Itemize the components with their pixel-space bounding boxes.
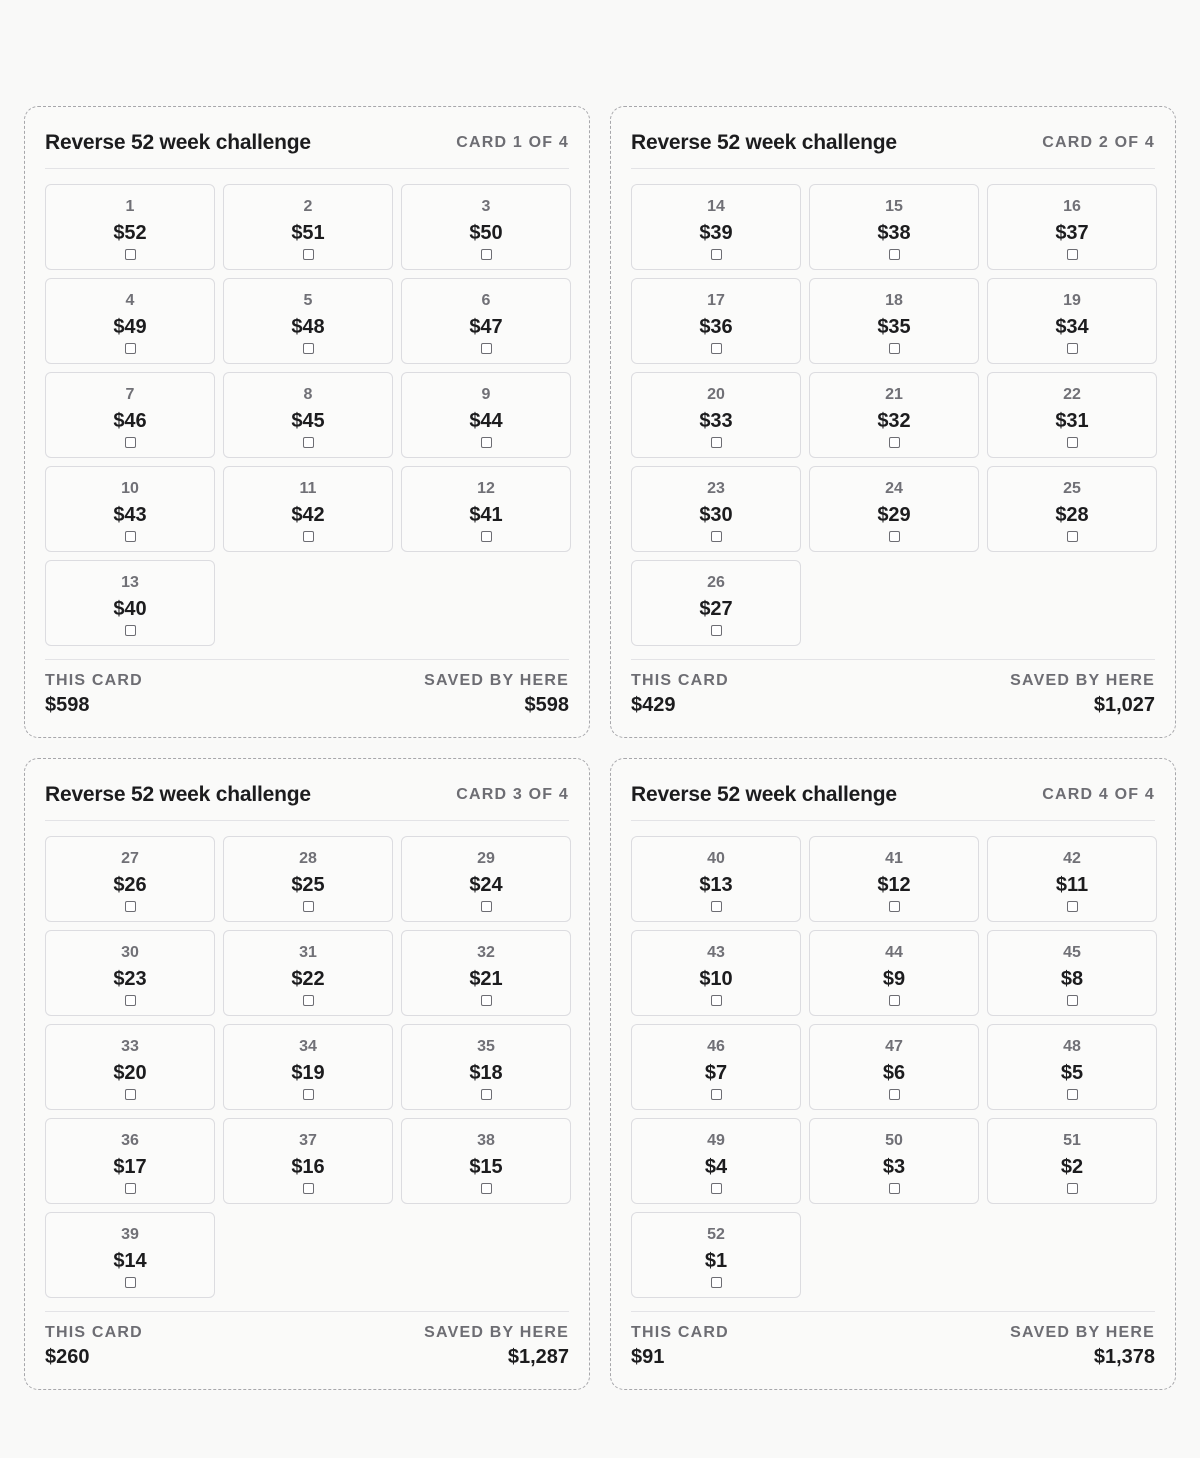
week-checkbox[interactable] bbox=[125, 249, 136, 260]
week-cell bbox=[223, 1024, 393, 1110]
week-amount: $23 bbox=[113, 968, 147, 990]
card-header bbox=[631, 759, 1155, 821]
week-amount: $1 bbox=[704, 1250, 728, 1272]
week-cell bbox=[631, 372, 801, 458]
week-cell bbox=[401, 184, 571, 270]
week-amount: $32 bbox=[877, 410, 911, 432]
week-number: 11 bbox=[299, 480, 317, 497]
week-cell bbox=[401, 1118, 571, 1204]
week-number: 13 bbox=[121, 574, 139, 591]
week-cell bbox=[631, 930, 801, 1016]
week-amount: $44 bbox=[469, 410, 503, 432]
week-cell bbox=[809, 184, 979, 270]
week-cell bbox=[809, 1024, 979, 1110]
week-amount: $39 bbox=[699, 222, 733, 244]
week-amount: $38 bbox=[877, 222, 911, 244]
week-checkbox[interactable] bbox=[889, 249, 900, 260]
week-cell bbox=[45, 278, 215, 364]
savings-card bbox=[24, 106, 590, 738]
week-grid bbox=[45, 184, 569, 646]
week-number: 52 bbox=[707, 1226, 725, 1243]
week-number: 33 bbox=[121, 1038, 139, 1055]
week-grid bbox=[631, 184, 1155, 646]
card-header bbox=[631, 107, 1155, 169]
week-checkbox[interactable] bbox=[125, 995, 136, 1006]
card-header bbox=[45, 759, 569, 821]
week-checkbox[interactable] bbox=[303, 437, 314, 448]
week-cell bbox=[45, 1212, 215, 1298]
week-checkbox[interactable] bbox=[125, 1277, 136, 1288]
saved-by-here-total bbox=[1010, 1324, 1155, 1369]
week-checkbox[interactable] bbox=[889, 995, 900, 1006]
week-number: 23 bbox=[707, 480, 725, 497]
week-checkbox[interactable] bbox=[711, 1089, 722, 1100]
week-amount: $40 bbox=[113, 598, 147, 620]
week-number: 38 bbox=[477, 1132, 495, 1149]
week-checkbox[interactable] bbox=[1067, 437, 1078, 448]
week-checkbox[interactable] bbox=[125, 1183, 136, 1194]
week-amount: $10 bbox=[699, 968, 733, 990]
week-number: 30 bbox=[121, 944, 139, 961]
week-amount: $2 bbox=[1060, 1156, 1084, 1178]
week-number: 45 bbox=[1063, 944, 1081, 961]
week-amount: $51 bbox=[291, 222, 325, 244]
week-number: 32 bbox=[477, 944, 495, 961]
week-checkbox[interactable] bbox=[481, 437, 492, 448]
week-amount: $50 bbox=[469, 222, 503, 244]
week-grid bbox=[631, 836, 1155, 1298]
week-cell bbox=[45, 466, 215, 552]
card-title: Reverse 52 week challenge bbox=[631, 130, 897, 154]
week-checkbox[interactable] bbox=[711, 625, 722, 636]
week-number: 6 bbox=[481, 292, 491, 309]
week-cell bbox=[631, 184, 801, 270]
saved-by-here-label: SAVED BY HERE bbox=[1010, 1324, 1155, 1341]
week-amount: $11 bbox=[1055, 874, 1089, 896]
week-amount: $47 bbox=[469, 316, 503, 338]
card-footer bbox=[631, 659, 1155, 717]
week-amount: $6 bbox=[882, 1062, 906, 1084]
this-card-total bbox=[45, 1324, 143, 1369]
week-checkbox[interactable] bbox=[303, 995, 314, 1006]
week-checkbox[interactable] bbox=[889, 343, 900, 354]
week-number: 28 bbox=[299, 850, 317, 867]
week-cell bbox=[809, 466, 979, 552]
week-number: 3 bbox=[481, 198, 491, 215]
week-amount: $43 bbox=[113, 504, 147, 526]
this-card-label: THIS CARD bbox=[45, 672, 143, 689]
card-header bbox=[45, 107, 569, 169]
week-cell bbox=[223, 466, 393, 552]
week-checkbox[interactable] bbox=[711, 995, 722, 1006]
week-amount: $19 bbox=[291, 1062, 325, 1084]
week-checkbox[interactable] bbox=[481, 995, 492, 1006]
week-checkbox[interactable] bbox=[889, 901, 900, 912]
this-card-total bbox=[631, 1324, 729, 1369]
week-amount: $48 bbox=[291, 316, 325, 338]
week-number: 27 bbox=[121, 850, 139, 867]
week-number: 24 bbox=[885, 480, 903, 497]
saved-by-here-total bbox=[1010, 672, 1155, 717]
week-checkbox[interactable] bbox=[481, 531, 492, 542]
week-checkbox[interactable] bbox=[303, 531, 314, 542]
week-number: 18 bbox=[885, 292, 903, 309]
card-footer bbox=[45, 659, 569, 717]
week-checkbox[interactable] bbox=[889, 531, 900, 542]
week-amount: $14 bbox=[113, 1250, 147, 1272]
week-number: 25 bbox=[1063, 480, 1081, 497]
week-checkbox[interactable] bbox=[1067, 1183, 1078, 1194]
week-amount: $29 bbox=[877, 504, 911, 526]
week-number: 16 bbox=[1063, 198, 1081, 215]
week-cell bbox=[631, 278, 801, 364]
week-checkbox[interactable] bbox=[1067, 343, 1078, 354]
week-number: 48 bbox=[1063, 1038, 1081, 1055]
week-cell bbox=[631, 560, 801, 646]
saved-by-here-value: $1,378 bbox=[1093, 1346, 1155, 1368]
card-footer bbox=[631, 1311, 1155, 1369]
card-counter: CARD 4 OF 4 bbox=[1042, 785, 1155, 803]
week-checkbox[interactable] bbox=[303, 901, 314, 912]
week-cell bbox=[45, 560, 215, 646]
week-cell bbox=[631, 1212, 801, 1298]
week-amount: $9 bbox=[882, 968, 906, 990]
week-number: 39 bbox=[121, 1226, 139, 1243]
week-checkbox[interactable] bbox=[889, 437, 900, 448]
week-number: 19 bbox=[1063, 292, 1081, 309]
week-amount: $3 bbox=[882, 1156, 906, 1178]
week-amount: $34 bbox=[1055, 316, 1089, 338]
week-amount: $30 bbox=[699, 504, 733, 526]
week-cell bbox=[987, 836, 1157, 922]
week-checkbox[interactable] bbox=[303, 343, 314, 354]
week-number: 36 bbox=[121, 1132, 139, 1149]
week-cell bbox=[987, 278, 1157, 364]
week-cell bbox=[987, 930, 1157, 1016]
saved-by-here-value: $598 bbox=[524, 694, 569, 716]
saved-by-here-total bbox=[424, 1324, 569, 1369]
week-number: 44 bbox=[885, 944, 903, 961]
saved-by-here-label: SAVED BY HERE bbox=[1010, 672, 1155, 689]
week-checkbox[interactable] bbox=[125, 437, 136, 448]
week-number: 5 bbox=[303, 292, 313, 309]
week-checkbox[interactable] bbox=[1067, 901, 1078, 912]
week-amount: $25 bbox=[291, 874, 325, 896]
saved-by-here-value: $1,287 bbox=[507, 1346, 569, 1368]
week-checkbox[interactable] bbox=[711, 531, 722, 542]
week-number: 8 bbox=[303, 386, 313, 403]
week-cell bbox=[401, 372, 571, 458]
week-cell bbox=[809, 372, 979, 458]
this-card-label: THIS CARD bbox=[631, 672, 729, 689]
week-checkbox[interactable] bbox=[125, 1089, 136, 1100]
week-checkbox[interactable] bbox=[1067, 531, 1078, 542]
week-number: 35 bbox=[477, 1038, 495, 1055]
week-cell bbox=[631, 466, 801, 552]
week-cell bbox=[45, 930, 215, 1016]
week-amount: $8 bbox=[1060, 968, 1084, 990]
week-number: 22 bbox=[1063, 386, 1081, 403]
week-number: 15 bbox=[885, 198, 903, 215]
this-card-value: $260 bbox=[45, 1346, 90, 1368]
week-cell bbox=[987, 184, 1157, 270]
this-card-label: THIS CARD bbox=[631, 1324, 729, 1341]
week-number: 10 bbox=[121, 480, 139, 497]
week-cell bbox=[223, 1118, 393, 1204]
week-cell bbox=[987, 466, 1157, 552]
week-number: 9 bbox=[481, 386, 491, 403]
week-checkbox[interactable] bbox=[1067, 995, 1078, 1006]
week-cell bbox=[401, 1024, 571, 1110]
card-title: Reverse 52 week challenge bbox=[45, 782, 311, 806]
week-checkbox[interactable] bbox=[711, 901, 722, 912]
week-cell bbox=[223, 184, 393, 270]
week-amount: $4 bbox=[704, 1156, 728, 1178]
week-amount: $20 bbox=[113, 1062, 147, 1084]
card-footer bbox=[45, 1311, 569, 1369]
week-cell bbox=[45, 1024, 215, 1110]
week-cell bbox=[223, 930, 393, 1016]
week-cell bbox=[223, 836, 393, 922]
this-card-label: THIS CARD bbox=[45, 1324, 143, 1341]
saved-by-here-total bbox=[424, 672, 569, 717]
week-cell bbox=[401, 930, 571, 1016]
week-cell bbox=[809, 1118, 979, 1204]
week-grid bbox=[45, 836, 569, 1298]
week-checkbox[interactable] bbox=[889, 1183, 900, 1194]
week-number: 34 bbox=[299, 1038, 317, 1055]
week-checkbox[interactable] bbox=[481, 1089, 492, 1100]
week-cell bbox=[45, 1118, 215, 1204]
this-card-value: $91 bbox=[631, 1346, 665, 1368]
week-number: 29 bbox=[477, 850, 495, 867]
week-amount: $35 bbox=[877, 316, 911, 338]
week-cell bbox=[223, 278, 393, 364]
week-amount: $36 bbox=[699, 316, 733, 338]
week-amount: $18 bbox=[469, 1062, 503, 1084]
week-number: 31 bbox=[299, 944, 317, 961]
week-number: 42 bbox=[1063, 850, 1081, 867]
week-checkbox[interactable] bbox=[125, 901, 136, 912]
week-number: 1 bbox=[125, 198, 135, 215]
savings-card bbox=[610, 758, 1176, 1390]
this-card-value: $598 bbox=[45, 694, 90, 716]
week-checkbox[interactable] bbox=[303, 1183, 314, 1194]
week-amount: $46 bbox=[113, 410, 147, 432]
week-number: 14 bbox=[707, 198, 725, 215]
week-cell bbox=[809, 836, 979, 922]
card-title: Reverse 52 week challenge bbox=[631, 782, 897, 806]
week-amount: $17 bbox=[113, 1156, 147, 1178]
week-checkbox[interactable] bbox=[481, 343, 492, 354]
week-amount: $27 bbox=[699, 598, 733, 620]
week-checkbox[interactable] bbox=[303, 249, 314, 260]
week-number: 40 bbox=[707, 850, 725, 867]
week-amount: $49 bbox=[113, 316, 147, 338]
week-number: 49 bbox=[707, 1132, 725, 1149]
week-checkbox[interactable] bbox=[125, 531, 136, 542]
week-checkbox[interactable] bbox=[481, 901, 492, 912]
week-amount: $37 bbox=[1055, 222, 1089, 244]
week-amount: $7 bbox=[704, 1062, 728, 1084]
saved-by-here-label: SAVED BY HERE bbox=[424, 672, 569, 689]
week-amount: $52 bbox=[113, 222, 147, 244]
saved-by-here-value: $1,027 bbox=[1093, 694, 1155, 716]
week-checkbox[interactable] bbox=[1067, 1089, 1078, 1100]
week-amount: $16 bbox=[291, 1156, 325, 1178]
week-checkbox[interactable] bbox=[711, 343, 722, 354]
week-cell bbox=[987, 372, 1157, 458]
week-cell bbox=[45, 836, 215, 922]
week-cell bbox=[401, 836, 571, 922]
week-cell bbox=[631, 1118, 801, 1204]
savings-card bbox=[24, 758, 590, 1390]
this-card-total bbox=[631, 672, 729, 717]
week-checkbox[interactable] bbox=[711, 1183, 722, 1194]
card-counter: CARD 1 OF 4 bbox=[456, 133, 569, 151]
card-title: Reverse 52 week challenge bbox=[45, 130, 311, 154]
week-amount: $33 bbox=[699, 410, 733, 432]
week-number: 47 bbox=[885, 1038, 903, 1055]
week-cell bbox=[631, 836, 801, 922]
week-amount: $5 bbox=[1060, 1062, 1084, 1084]
week-cell bbox=[223, 372, 393, 458]
week-cell bbox=[45, 184, 215, 270]
week-amount: $42 bbox=[291, 504, 325, 526]
week-amount: $15 bbox=[469, 1156, 503, 1178]
week-amount: $12 bbox=[877, 874, 911, 896]
saved-by-here-label: SAVED BY HERE bbox=[424, 1324, 569, 1341]
week-number: 17 bbox=[707, 292, 725, 309]
week-amount: $22 bbox=[291, 968, 325, 990]
week-amount: $41 bbox=[469, 504, 503, 526]
week-amount: $31 bbox=[1055, 410, 1089, 432]
week-number: 4 bbox=[125, 292, 135, 309]
card-counter: CARD 2 OF 4 bbox=[1042, 133, 1155, 151]
week-checkbox[interactable] bbox=[711, 1277, 722, 1288]
week-checkbox[interactable] bbox=[303, 1089, 314, 1100]
week-checkbox[interactable] bbox=[481, 1183, 492, 1194]
week-checkbox[interactable] bbox=[125, 625, 136, 636]
week-number: 12 bbox=[477, 480, 495, 497]
week-cell bbox=[45, 372, 215, 458]
week-checkbox[interactable] bbox=[889, 1089, 900, 1100]
week-number: 50 bbox=[885, 1132, 903, 1149]
week-cell bbox=[401, 278, 571, 364]
week-cell bbox=[809, 278, 979, 364]
week-number: 41 bbox=[885, 850, 903, 867]
card-counter: CARD 3 OF 4 bbox=[456, 785, 569, 803]
week-number: 37 bbox=[299, 1132, 317, 1149]
week-number: 43 bbox=[707, 944, 725, 961]
week-checkbox[interactable] bbox=[1067, 249, 1078, 260]
week-checkbox[interactable] bbox=[125, 343, 136, 354]
week-number: 51 bbox=[1063, 1132, 1081, 1149]
week-cell bbox=[631, 1024, 801, 1110]
week-cell bbox=[987, 1024, 1157, 1110]
week-cell bbox=[987, 1118, 1157, 1204]
week-number: 21 bbox=[885, 386, 903, 403]
week-amount: $45 bbox=[291, 410, 325, 432]
this-card-value: $429 bbox=[631, 694, 676, 716]
week-amount: $21 bbox=[469, 968, 503, 990]
week-checkbox[interactable] bbox=[481, 249, 492, 260]
savings-cards-grid bbox=[24, 106, 1176, 1390]
week-cell bbox=[809, 930, 979, 1016]
week-number: 46 bbox=[707, 1038, 725, 1055]
week-number: 20 bbox=[707, 386, 725, 403]
this-card-total bbox=[45, 672, 143, 717]
week-amount: $24 bbox=[469, 874, 503, 896]
week-cell bbox=[401, 466, 571, 552]
savings-card bbox=[610, 106, 1176, 738]
week-amount: $26 bbox=[113, 874, 147, 896]
week-number: 26 bbox=[707, 574, 725, 591]
week-amount: $13 bbox=[699, 874, 733, 896]
week-number: 2 bbox=[303, 198, 313, 215]
week-checkbox[interactable] bbox=[711, 249, 722, 260]
week-amount: $28 bbox=[1055, 504, 1089, 526]
week-checkbox[interactable] bbox=[711, 437, 722, 448]
week-number: 7 bbox=[125, 386, 135, 403]
